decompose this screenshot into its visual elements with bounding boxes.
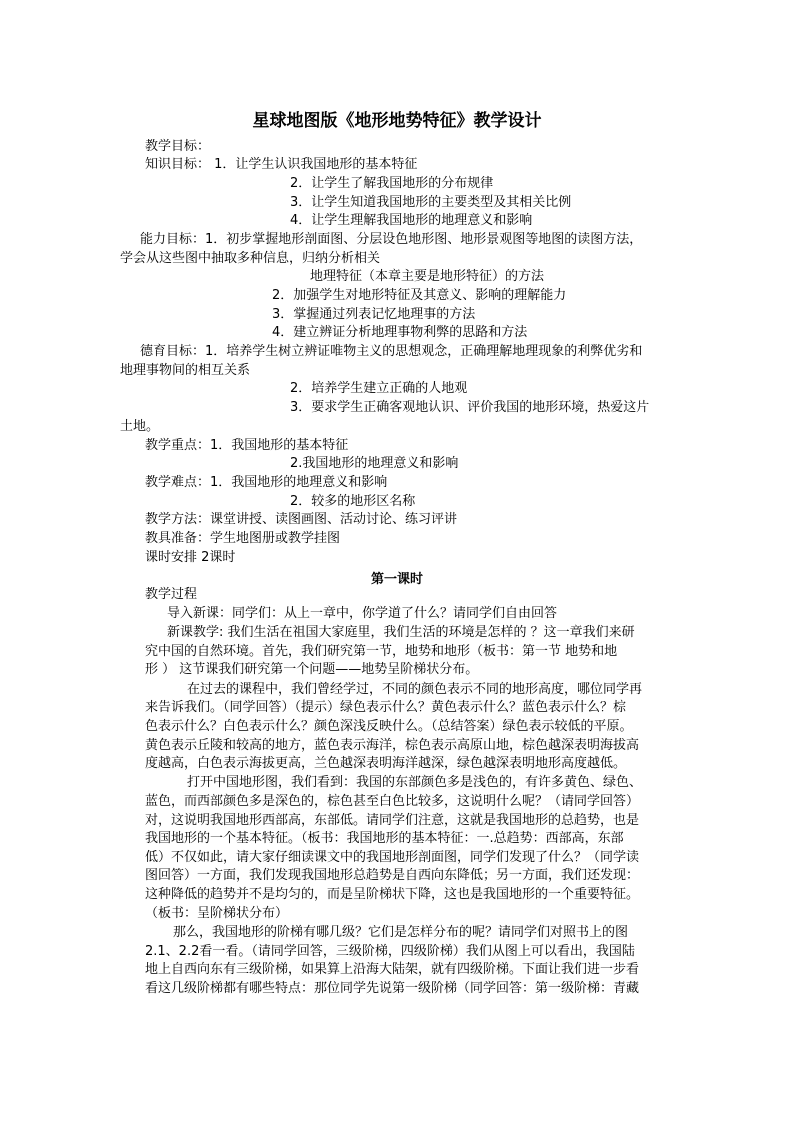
text-line: 知识目标： 1．让学生认识我国地形的基本特征 bbox=[145, 157, 418, 172]
text-line: 图回答）一方面，我们发现我国地形总趋势是自西向东降低；另一方面，我们还发现： bbox=[145, 868, 640, 883]
text-line: 黄色表示丘陵和较高的地方，蓝色表示海洋，棕色表示高原山地，棕色越深表明海拔高 bbox=[145, 738, 640, 753]
document-title: 星球地图版《地形地势特征》教学设计 bbox=[252, 111, 542, 131]
text-line: 这种降低的趋势并不是均匀的，而是呈阶梯状下降，这也是我国地形的一个重要特征。 bbox=[145, 887, 640, 902]
text-line: 蓝色，而西部颜色多是深色的，棕色甚至白色比较多，这说明什么呢？（请同学回答） bbox=[145, 794, 640, 809]
text-line: 教学重点：1．我国地形的基本特征 bbox=[145, 438, 349, 453]
text-line: 能力目标：1．初步掌握地形剖面图、分层设色地形图、地形景观图等地图的读图方法， bbox=[140, 232, 643, 247]
text-line: 对，这说明我国地形西部高，东部低。请同学们注意，这就是我国地形的总趋势，也是 bbox=[145, 813, 640, 828]
text-line: 2．较多的地形区名称 bbox=[290, 494, 416, 509]
text-line: 地上自西向东有三级阶梯，如果算上沿海大陆架，就有四级阶梯。下面让我们进一步看 bbox=[145, 962, 640, 977]
text-line: 2．让学生了解我国地形的分布规律 bbox=[290, 176, 494, 191]
text-line: 4．让学生理解我国地形的地理意义和影响 bbox=[290, 213, 533, 228]
text-line: 在过去的课程中，我们曾经学过，不同的颜色表示不同的地形高度，哪位同学再 bbox=[187, 682, 643, 697]
text-line: 学会从这些图中抽取多种信息，归纳分析相关 bbox=[120, 251, 381, 266]
text-line: 那么，我国地形的阶梯有哪几级？它们是怎样分布的呢？请同学们对照书上的图 bbox=[173, 925, 629, 940]
text-line: 来告诉我们。（同学回答）（提示）绿色表示什么？黄色表示什么？蓝色表示什么？棕 bbox=[145, 700, 627, 715]
text-line: 3．让学生知道我国地形的主要类型及其相关比例 bbox=[290, 195, 572, 210]
text-line: 3．掌握通过列表记忆地理事的方法 bbox=[272, 307, 476, 322]
text-line: 德育目标：1．培养学生树立辨证唯物主义的思想观念，正确理解地理现象的利弊优劣和 bbox=[140, 344, 643, 359]
text-line: 究中国的自然环境。首先，我们研究第一节，地势和地形（板书：第一节 地势和地 bbox=[145, 644, 618, 659]
text-line: 3．要求学生正确客观地认识、评价我国的地形环境，热爱这片 bbox=[290, 400, 650, 415]
text-line: 教学目标： bbox=[145, 139, 211, 154]
text-line: 教学过程 bbox=[145, 587, 198, 602]
text-line: 导入新课：同学们：从上一章中，你学道了什么？请同学们自由回答 bbox=[167, 606, 558, 621]
text-line: 色表示什么？白色表示什么？颜色深浅反映什么。（总结答案）绿色表示较低的平原。 bbox=[145, 719, 633, 734]
text-line: 看这几级阶梯都有哪些特点：那位同学先说第一级阶梯（同学回答：第一级阶梯：青藏 bbox=[145, 981, 640, 996]
text-line: 地理事物间的相互关系 bbox=[120, 363, 251, 378]
text-line: 度越高，白色表示海拔更高，兰色越深表明海洋越深，绿色越深表明地形高度越低。 bbox=[145, 756, 627, 771]
text-line: 我国地形的一个基本特征。（板书：我国地形的基本特征：一.总趋势：西部高，东部 bbox=[145, 831, 624, 846]
text-line: 地理特征（本章主要是地形特征）的方法 bbox=[310, 269, 545, 284]
text-line: 新课教学: 我们生活在祖国大家庭里，我们生活的环境是怎样的 ？这一章我们来研 bbox=[167, 625, 635, 640]
text-line: 2.1、2.2看一看。（请同学回答，三级阶梯，四级阶梯）我们从图上可以看出，我国陆 bbox=[145, 944, 635, 959]
text-line: 2.我国地形的地理意义和影响 bbox=[290, 456, 459, 471]
text-line: 2．加强学生对地形特征及其意义、影响的理解能力 bbox=[272, 288, 567, 303]
section-title: 第一课时 bbox=[370, 572, 423, 587]
text-line: 4．建立辨证分析地理事物利弊的思路和方法 bbox=[272, 325, 528, 340]
text-line: 形 ） 这节课我们研究第一个问题——地势呈阶梯状分布。 bbox=[145, 662, 479, 677]
text-line: 教学难点：1．我国地形的地理意义和影响 bbox=[145, 475, 388, 490]
text-line: （板书：呈阶梯状分布） bbox=[145, 906, 289, 921]
text-line: 教具准备：学生地图册或教学挂图 bbox=[145, 531, 341, 546]
text-line: 土地。 bbox=[120, 419, 160, 434]
text-line: 2．培养学生建立正确的人地观 bbox=[290, 381, 468, 396]
text-line: 低）不仅如此，请大家仔细读课文中的我国地形剖面图，同学们发现了什么？（同学读 bbox=[145, 850, 640, 865]
text-line: 教学方法：课堂讲授、读图画图、活动讨论、练习评讲 bbox=[145, 512, 458, 527]
text-line: 课时安排 2课时 bbox=[145, 550, 236, 565]
text-line: 打开中国地形图，我们看到：我国的东部颜色多是浅色的，有许多黄色、绿色、 bbox=[187, 775, 643, 790]
